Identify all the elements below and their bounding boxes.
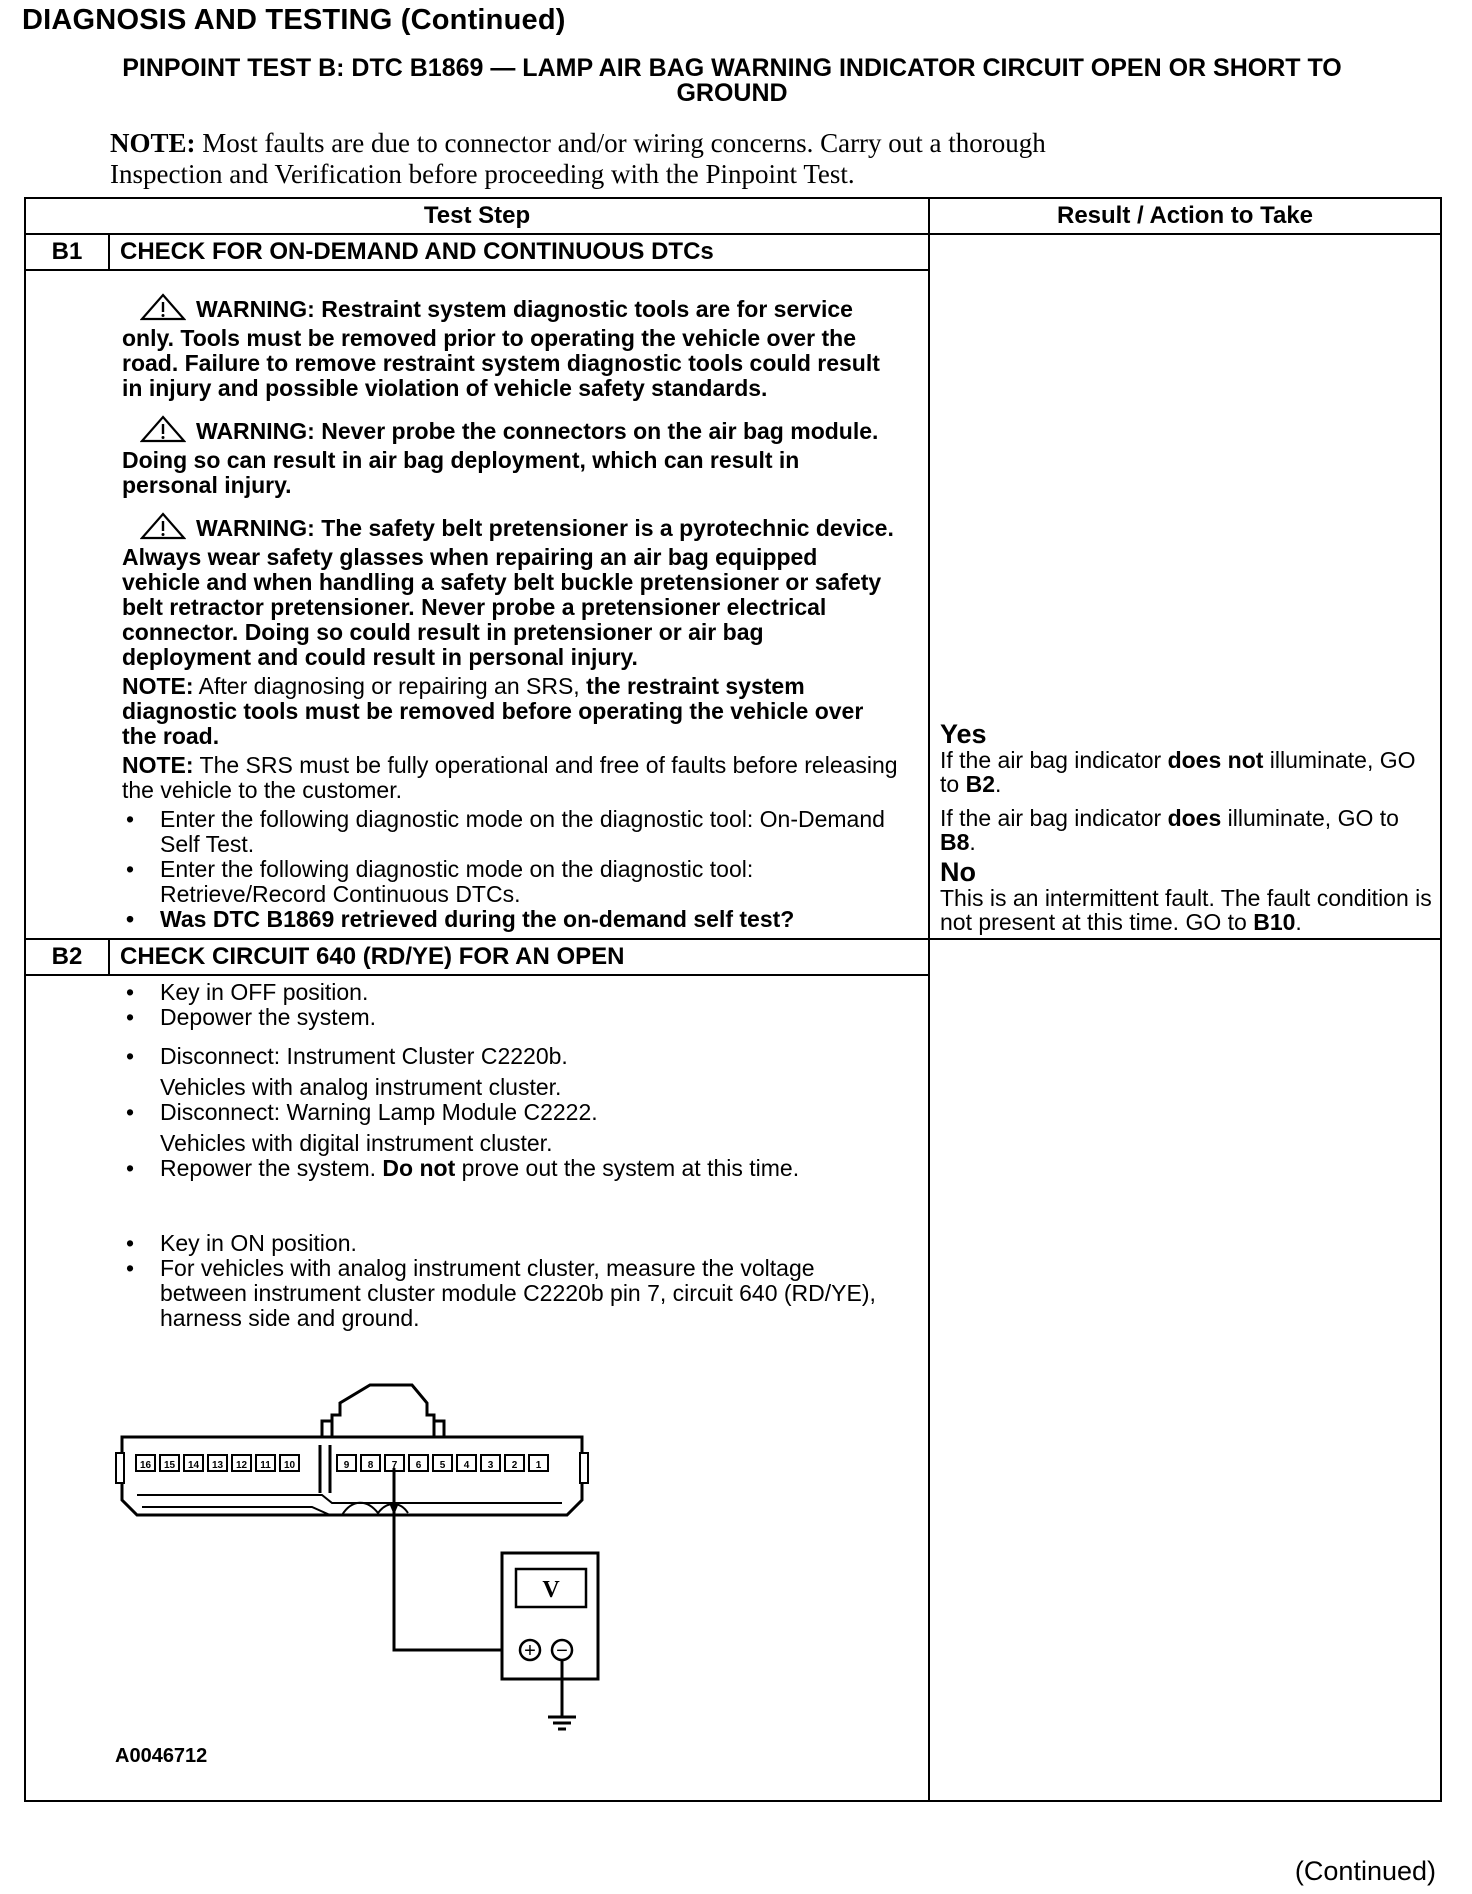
list-item: • Disconnect: Instrument Cluster C2220b. xyxy=(122,1044,898,1069)
list-item: • Key in OFF position. xyxy=(122,980,898,1005)
goto-b2-link: B2 xyxy=(965,771,995,797)
list-item: • Was DTC B1869 retrieved during the on-demand self test? xyxy=(122,907,898,932)
warning-1: WARNING: Restraint system diagnostic tools are for service only. Tools must be removed prior to operating the vehicle over the road. Failure to remove restraint system diagnostic tools could result in injury and possible violation of vehicle safety standards. xyxy=(122,293,898,401)
meter-label: V xyxy=(542,1577,560,1603)
intro-note-line1: Most faults are due to connector and/or wiring concerns. Carry out a thorough xyxy=(195,128,1046,158)
b2-steps-list-5 xyxy=(122,1231,898,1331)
warning-triangle-icon xyxy=(140,512,186,545)
connector-pin-label: 11 xyxy=(260,1460,271,1471)
step-b2-title: CHECK CIRCUIT 640 (RD/YE) FOR AN OPEN xyxy=(109,939,929,975)
connector-pin-label: 10 xyxy=(283,1460,296,1471)
connector-pin-label: 3 xyxy=(487,1460,494,1471)
warning-triangle-icon xyxy=(140,293,186,326)
intro-note-label: NOTE: xyxy=(110,128,196,158)
connector-pin-label: 8 xyxy=(367,1460,374,1471)
connector-pin-label: 16 xyxy=(139,1460,152,1471)
pinpoint-test-title xyxy=(22,56,1442,106)
step-b2-body xyxy=(25,975,929,1801)
step-b1-title: CHECK FOR ON-DEMAND AND CONTINUOUS DTCs xyxy=(109,234,929,270)
warning-3: WARNING: The safety belt pretensioner is a pyrotechnic device. Always wear safety glasses when repairing an air bag equipped vehicle and when handling a safety belt buckle pretensioner or safety belt retractor pretensioner. Never probe a pretensioner electrical connector. Doing so could result in pretensioner or air bag deployment and could result in personal injury. xyxy=(122,512,898,670)
connector-pins-right xyxy=(337,1455,548,1471)
connector-pin-label: 9 xyxy=(343,1460,350,1471)
list-item: • For vehicles with analog instrument cluster, measure the voltage between instrument cluster module C2220b pin 7, circuit 640 (RD/YE), harness side and ground. xyxy=(122,1256,898,1331)
connector-pin-label: 12 xyxy=(235,1460,248,1471)
figure-id: A0046712 xyxy=(115,1745,208,1767)
b1-note-2: NOTE: The SRS must be fully operational and free of faults before releasing the vehicle to the customer. xyxy=(122,752,898,803)
warning-triangle-icon xyxy=(140,415,186,448)
step-b1-id: B1 xyxy=(25,234,109,270)
pinpoint-test-table xyxy=(24,197,1442,1802)
intro-note xyxy=(110,128,1310,190)
connector-pin-label: 4 xyxy=(463,1460,470,1471)
connector-pin-label: 2 xyxy=(511,1460,518,1471)
connector-pins-left xyxy=(136,1455,299,1471)
page-title: DIAGNOSIS AND TESTING (Continued) xyxy=(22,4,566,36)
goto-b8-link: B8 xyxy=(940,829,970,855)
list-item: • Repower the system. Do not prove out the system at this time. xyxy=(122,1156,898,1181)
connector-pin-label: 15 xyxy=(163,1460,176,1471)
b2-sub-note-analog: Vehicles with analog instrument cluster. xyxy=(160,1074,562,1100)
b1-yes-action-1: If the air bag indicator does not illuminate, GO to B2. xyxy=(940,747,1416,797)
connector-pin-label: 1 xyxy=(535,1460,542,1471)
step-b2-result xyxy=(929,939,1441,1801)
list-item: • Key in ON position. xyxy=(122,1231,898,1256)
b1-yes-action-2: If the air bag indicator does illuminate, GO to B8. xyxy=(940,805,1399,855)
step-b1-header-row xyxy=(25,234,1441,270)
b2-sub-note-digital: Vehicles with digital instrument cluster. xyxy=(160,1130,553,1156)
b1-yes-label: Yes xyxy=(940,719,987,749)
b2-steps-list-2 xyxy=(122,1044,898,1069)
connector-diagram xyxy=(82,1365,702,1775)
pinpoint-test-title-line2: GROUND xyxy=(676,79,788,107)
connector-test-figure xyxy=(82,1365,702,1775)
list-item: • Disconnect: Warning Lamp Module C2222. xyxy=(122,1100,898,1125)
connector-pin-label: 7 xyxy=(391,1460,398,1471)
b2-steps-list-3 xyxy=(122,1100,898,1125)
connector-pin-label: 6 xyxy=(415,1460,422,1471)
list-item: • Depower the system. xyxy=(122,1005,898,1030)
pinpoint-test-title-line1: PINPOINT TEST B: DTC B1869 — LAMP AIR BAG WARNING INDICATOR CIRCUIT OPEN OR SHORT TO xyxy=(122,54,1342,82)
goto-b10-link: B10 xyxy=(1253,909,1296,935)
list-item: • Enter the following diagnostic mode on the diagnostic tool: Retrieve/Record Continuous DTCs. xyxy=(122,857,898,907)
b1-steps-list xyxy=(122,807,898,932)
column-header-result: Result / Action to Take xyxy=(929,198,1441,234)
minus-sign: − xyxy=(556,1640,568,1662)
step-b1-body xyxy=(25,270,929,939)
connector-pin-label: 14 xyxy=(187,1460,200,1471)
connector-pin-label: 5 xyxy=(439,1460,446,1471)
b2-steps-list-4 xyxy=(122,1156,898,1181)
connector-pin-label: 13 xyxy=(211,1460,224,1471)
column-header-test-step: Test Step xyxy=(25,198,929,234)
step-b2-id: B2 xyxy=(25,939,109,975)
step-b1-result xyxy=(929,234,1441,939)
b1-note-1: NOTE: After diagnosing or repairing an SRS, the restraint system diagnostic tools must be removed before operating the vehicle over the road. xyxy=(122,673,864,749)
b2-steps-list xyxy=(122,980,898,1030)
plus-sign: + xyxy=(524,1640,536,1662)
step-b2-header-row xyxy=(25,939,1441,975)
b1-no-action: This is an intermittent fault. The fault condition is not present at this time. GO to B10. xyxy=(940,885,1432,935)
warning-2: WARNING: Never probe the connectors on the air bag module. Doing so can result in air bag deployment, which can result in personal injury. xyxy=(122,415,898,498)
continued-label: (Continued) xyxy=(1294,1856,1436,1886)
b1-no-label: No xyxy=(940,857,976,887)
list-item: • Enter the following diagnostic mode on the diagnostic tool: On-Demand Self Test. xyxy=(122,807,898,857)
table-header-row xyxy=(25,198,1441,234)
intro-note-line2: Inspection and Verification before proceeding with the Pinpoint Test. xyxy=(110,159,855,189)
